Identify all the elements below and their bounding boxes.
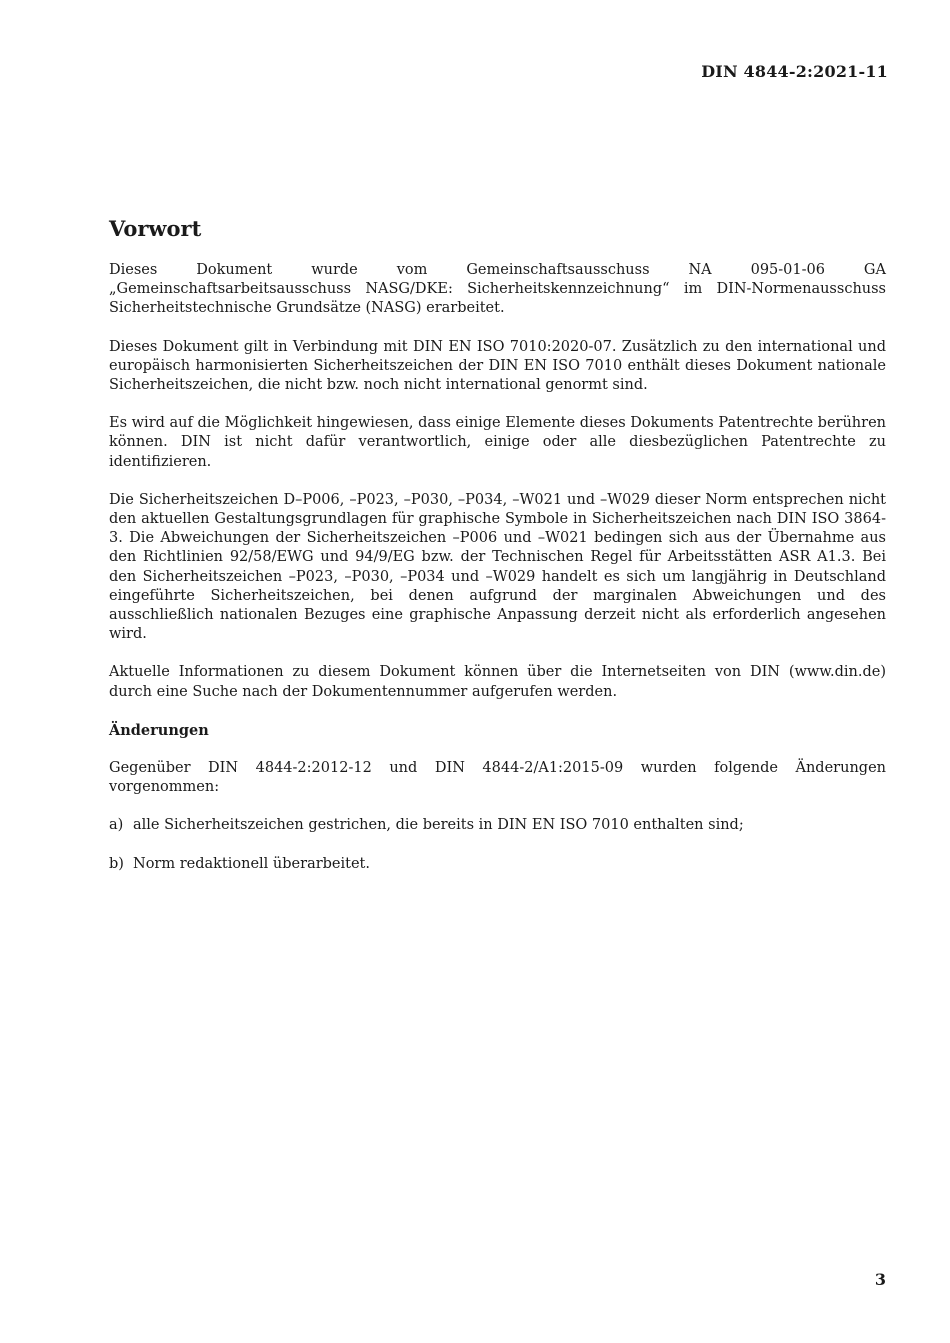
- paragraph-patent-notice: Es wird auf die Möglichkeit hingewiesen, dass einige Elemente dieses Dokuments Patentrechte berühren können. DIN ist nicht dafür verantwortlich, einige oder alle diesbezüglichen Patentrechte zu identifizieren.: [109, 415, 886, 470]
- changes-list: [109, 816, 886, 873]
- page-number: 3: [874, 1270, 886, 1289]
- list-item: [109, 816, 886, 835]
- foreword-section: [109, 216, 886, 893]
- changes-heading: Änderungen: [109, 721, 209, 739]
- list-marker: b): [109, 855, 124, 872]
- paragraph-current-info: Aktuelle Informationen zu diesem Dokument können über die Internetseiten von DIN (www.din.de) durch eine Suche nach der Dokumentennummer aufgerufen werden.: [109, 664, 886, 700]
- changes-intro: Gegenüber DIN 4844-2:2012-12 und DIN 4844-2/A1:2015-09 wurden folgende Änderungen vorgenommen:: [109, 760, 886, 796]
- list-marker: a): [109, 817, 124, 834]
- section-title: Vorwort: [109, 216, 202, 241]
- list-item: [109, 855, 886, 874]
- paragraph-committee: Dieses Dokument wurde vom Gemeinschaftsausschuss NA 095-01-06 GA „Gemeinschaftsarbeitsausschuss NASG/DKE: Sicherheitskennzeichnung“ im DIN-Normenausschuss Sicherheitstechnische Grundsätze (NASG) erarbeitet.: [109, 262, 886, 317]
- paragraph-iso-relation: Dieses Dokument gilt in Verbindung mit DIN EN ISO 7010:2020-07. Zusätzlich zu den international und europäisch harmonisierten Sicherheitszeichen der DIN EN ISO 7010 enthält dieses Dokument nationale Sicherheitszeichen, die nicht bzw. noch nicht international genormt sind.: [109, 338, 886, 394]
- document-id: DIN 4844-2:2021-11: [701, 62, 888, 81]
- paragraph-sign-deviations: Die Sicherheitszeichen D–P006, –P023, –P030, –P034, –W021 und –W029 dieser Norm entsprechen nicht den aktuellen Gestaltungsgrundlagen für graphische Symbole in Sicherheitszeichen nach DIN ISO 3864-3. Die Abweichungen der Sicherheitszeichen –P006 und –W021 bedingen sich aus der Übernahme aus den Richtlinien 92/58/EWG und 94/9/EG bzw. der Technischen Regel für Arbeitsstätten ASR A1.3. Bei den Sicherheitszeichen –P023, –P030, –P034 und –W029 handelt es sich um langjährig in Deutschland eingeführte Sicherheitszeichen, bei denen aufgrund der marginalen Abweichungen und des ausschließlich nationalen Bezuges eine graphische Anpassung derzeit nicht als erforderlich angesehen wird.: [109, 491, 886, 643]
- list-item-text: alle Sicherheitszeichen gestrichen, die bereits in DIN EN ISO 7010 enthalten sind;: [133, 817, 744, 834]
- list-item-text: Norm redaktionell überarbeitet.: [133, 855, 370, 872]
